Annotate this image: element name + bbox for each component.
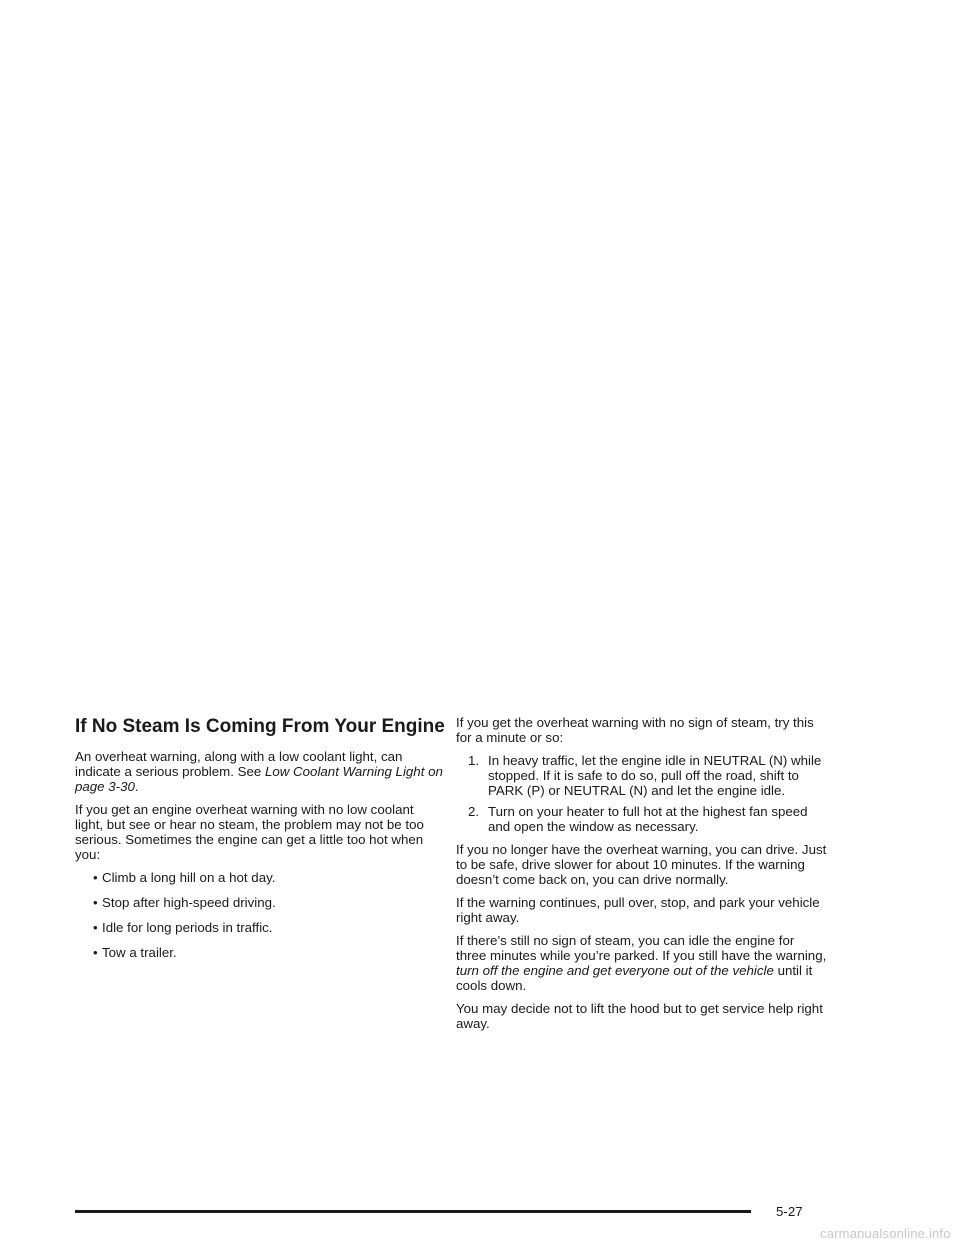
paragraph-overheat-warning bbox=[75, 749, 445, 794]
step-item bbox=[456, 804, 828, 834]
paragraph-end: until it cools down. bbox=[456, 963, 813, 993]
step-item bbox=[456, 753, 828, 798]
right-column bbox=[456, 715, 828, 1039]
paragraph-warning-continues: If the warning continues, pull over, stop, and park your vehicle right away. bbox=[456, 895, 820, 925]
list-item-text: Idle for long periods in traffic. bbox=[102, 920, 273, 935]
steps-list bbox=[456, 753, 828, 834]
step-text: Turn on your heater to full hot at the highest fan speed and open the window as necessary. bbox=[488, 804, 808, 834]
list-item-text: Climb a long hill on a hot day. bbox=[102, 870, 276, 885]
step-number: 2. bbox=[468, 804, 480, 819]
left-column bbox=[75, 715, 445, 970]
paragraph-text: An overheat warning, along with a low coolant light, can indicate a serious problem. See bbox=[75, 749, 403, 779]
step-number: 1. bbox=[468, 753, 480, 768]
bullet-icon: • bbox=[93, 870, 98, 885]
list-item bbox=[75, 945, 445, 960]
paragraph-end: . bbox=[134, 779, 139, 794]
conditions-list bbox=[75, 870, 445, 960]
watermark-text: carmanualsonline.info bbox=[820, 1226, 951, 1241]
paragraph-service-help: You may decide not to lift the hood but to get service help right away. bbox=[456, 1001, 823, 1031]
bullet-icon: • bbox=[93, 895, 98, 910]
bullet-icon: • bbox=[93, 920, 98, 935]
list-item-text: Tow a trailer. bbox=[102, 945, 177, 960]
list-item bbox=[75, 920, 445, 935]
footer-rule bbox=[75, 1210, 751, 1213]
bullet-icon: • bbox=[93, 945, 98, 960]
list-item-text: Stop after high-speed driving. bbox=[102, 895, 276, 910]
paragraph-intro: If you get the overheat warning with no sign of steam, try this for a minute or so: bbox=[456, 715, 814, 745]
list-item bbox=[75, 870, 445, 885]
cross-reference-link[interactable]: Low Coolant Warning Light on page 3-30 bbox=[75, 764, 443, 794]
paragraph-no-longer-warning: If you no longer have the overheat warning, you can drive. Just to be safe, drive slower for about 10 minutes. If the warning doesn’t come back on, you can drive normally. bbox=[456, 842, 827, 887]
section-heading: If No Steam Is Coming From Your Engine bbox=[75, 716, 445, 737]
page-number: 5-27 bbox=[776, 1204, 803, 1219]
paragraph-text: If there’s still no sign of steam, you can idle the engine for three minutes while you’re parked. If you still have the warning, bbox=[456, 933, 827, 963]
list-item bbox=[75, 895, 445, 910]
step-text: In heavy traffic, let the engine idle in NEUTRAL (N) while stopped. If it is safe to do so, pull off the road, shift to PARK (P) or NEUTRAL (N) and let the engine idle. bbox=[488, 753, 822, 798]
paragraph-still-no-steam bbox=[456, 933, 828, 993]
paragraph-no-low-coolant: If you get an engine overheat warning with no low coolant light, but see or hear no steam, the problem may not be too serious. Sometimes the engine can get a little too hot when you: bbox=[75, 802, 424, 862]
emphasis-text: turn off the engine and get everyone out of the vehicle bbox=[456, 963, 774, 978]
